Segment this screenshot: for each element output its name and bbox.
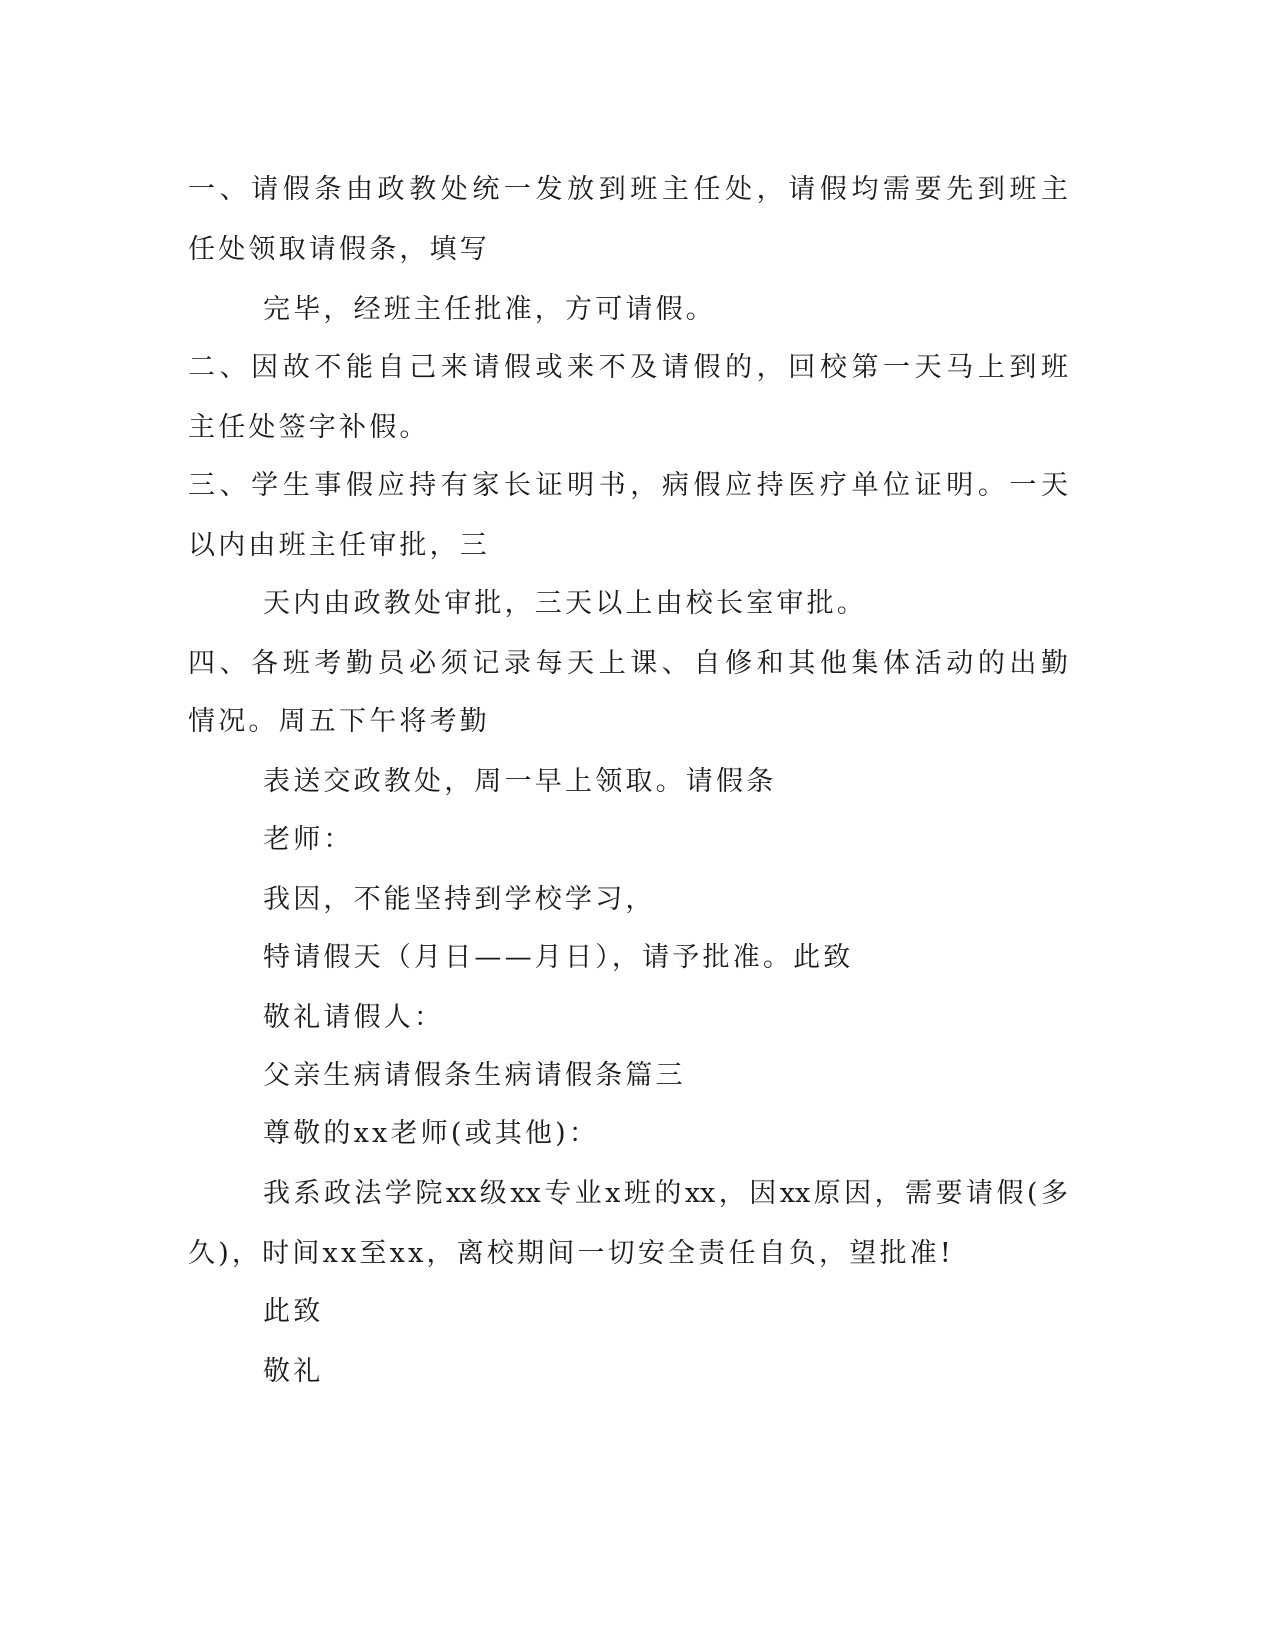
note-request: 特请假天（月日——月日），请予批准。此致: [263, 942, 854, 973]
note-closing: 敬礼请假人：: [263, 1002, 445, 1033]
rule-4-line-2: 情况。周五下午将考勤: [188, 706, 490, 737]
rule-1-line-3: 完毕，经班主任批准，方可请假。: [263, 294, 716, 325]
letter-body-line-2: 久)，时间xx至xx，离校期间一切安全责任自负，望批准!: [188, 1238, 954, 1269]
letter-body-line-1: 我系政法学院xx级xx专业x班的xx，因xx原因，需要请假(多: [263, 1178, 1068, 1209]
rule-3-line-2: 以内由班主任审批，三: [188, 530, 490, 561]
note-reason: 我因，不能坚持到学校学习，: [263, 884, 656, 915]
letter-closing-1: 此致: [263, 1296, 324, 1327]
rule-1-line-1: 一、请假条由政教处统一发放到班主任处，请假均需要先到班主: [188, 174, 1068, 205]
rule-4-line-3: 表送交政教处，周一早上领取。请假条: [263, 766, 777, 797]
section-heading: 父亲生病请假条生病请假条篇三: [263, 1060, 686, 1091]
letter-closing-2: 敬礼: [263, 1356, 324, 1387]
rule-3-line-3: 天内由政教处审批，三天以上由校长室审批。: [263, 588, 867, 619]
note-salutation: 老师：: [263, 824, 354, 855]
letter-salutation: 尊敬的xx老师(或其他)：: [263, 1118, 600, 1149]
rule-1-line-2: 任处领取请假条，填写: [188, 234, 490, 265]
rule-3-line-1: 三、学生事假应持有家长证明书，病假应持医疗单位证明。一天: [188, 470, 1068, 501]
rule-2-line-1: 二、因故不能自己来请假或来不及请假的，回校第一天马上到班: [188, 352, 1068, 383]
rule-4-line-1: 四、各班考勤员必须记录每天上课、自修和其他集体活动的出勤: [188, 648, 1068, 679]
rule-2-line-2: 主任处签字补假。: [188, 412, 430, 443]
